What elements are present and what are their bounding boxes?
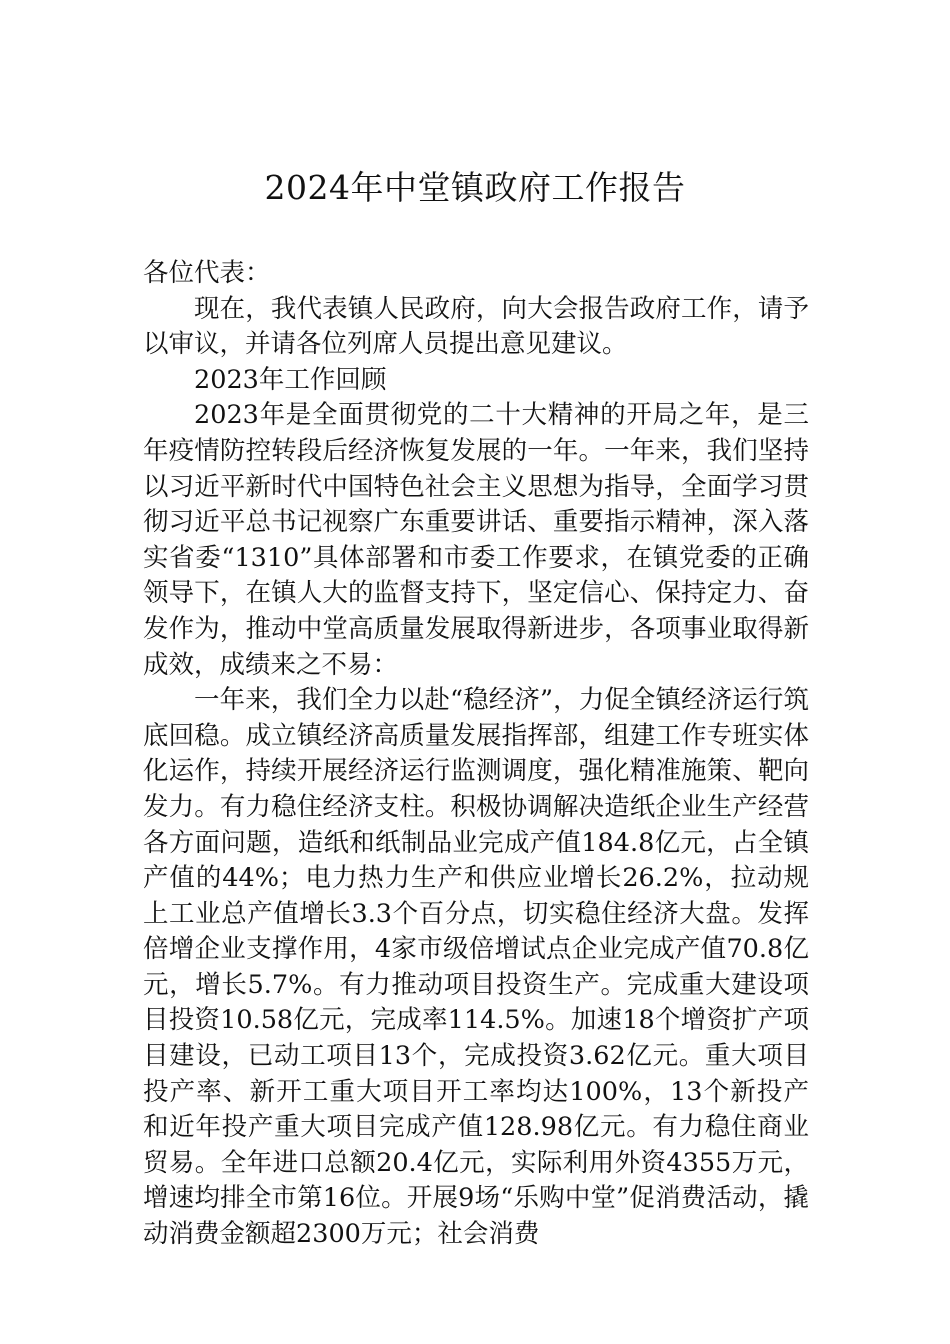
section-heading: 2023年工作回顾 bbox=[194, 364, 387, 395]
document-body bbox=[143, 256, 809, 1253]
document-title: 2024年中堂镇政府工作报告 bbox=[264, 168, 686, 207]
paragraph-overview: 2023年是全面贯彻党的二十大精神的开局之年，是三年疫情防控转段后经济恢复发展的一年。一年来，我们坚持以习近平新时代中国特色社会主义思想为指导，全面学习贯彻习近平总书记视察广东重要讲话、重要指示精神，深入落实省委“1310”具体部署和市委工作要求，在镇党委的正确领导下，在镇人大的监督支持下，坚定信心、保持定力、奋发作为，推动中堂高质量发展取得新进步，各项事业取得新成效，成绩来之不易： bbox=[143, 400, 809, 680]
salutation: 各位代表： bbox=[143, 258, 271, 288]
paragraph-economy: 一年来，我们全力以赴“稳经济”，力促全镇经济运行筑底回稳。成立镇经济高质量发展指挥部，组建工作专班实体化运作，持续开展经济运行监测调度，强化精准施策、靶向发力。有力稳住经济支柱。积极协调解决造纸企业生产经营各方面问题，造纸和纸制品业完成产值184.8亿元，占全镇产值的44%；电力热力生产和供应业增长26.2%，拉动规上工业总产值增长3.3个百分点，切实稳住经济大盘。发挥倍增企业支撑作用，4家市级倍增试点企业完成产值70.8亿元，增长5.7%。有力推动项目投资生产。完成重大建设项目投资10.58亿元，完成率114.5%。加速18个增资扩产项目建设，已动工项目13个，完成投资3.62亿元。重大项目投产率、新开工重大项目开工率均达100%，13个新投产和近年投产重大项目完成产值128.98亿元。有力稳住商业贸易。全年进口总额20.4亿元，实际利用外资4355万元，增速均排全市第16位。开展9场“乐购中堂”促消费活动，撬动消费金额超2300万元；社会消费 bbox=[143, 685, 809, 1250]
paragraph-intro: 现在，我代表镇人民政府，向大会报告政府工作，请予以审议，并请各位列席人员提出意见建议。 bbox=[143, 293, 809, 360]
